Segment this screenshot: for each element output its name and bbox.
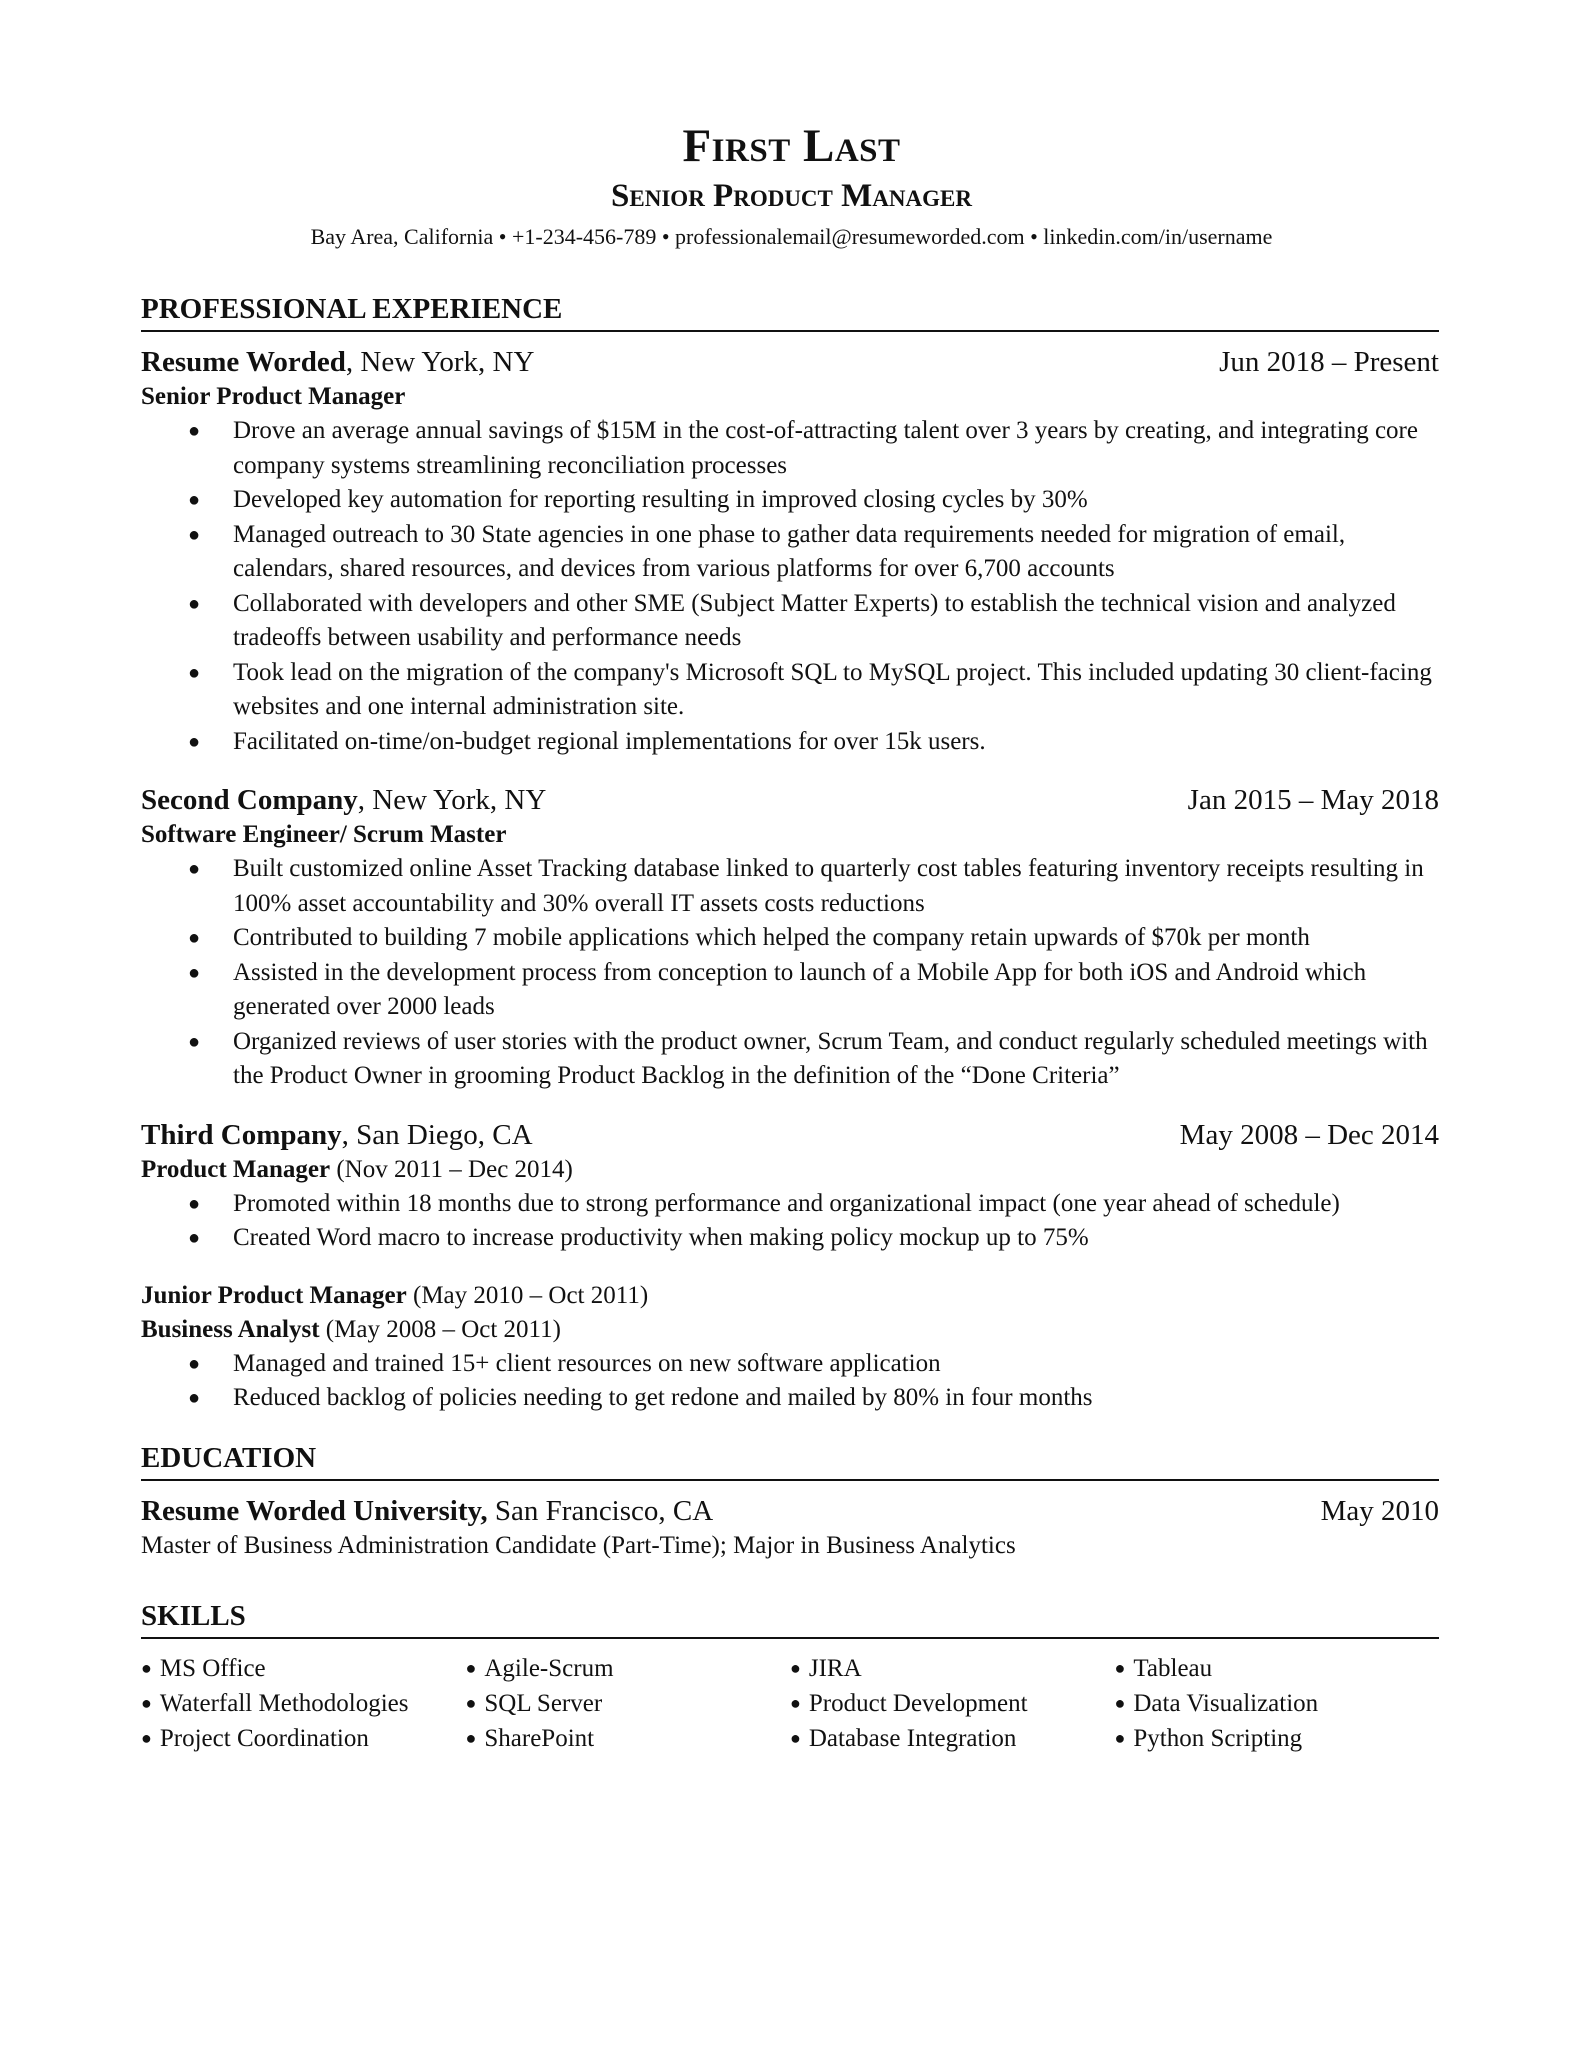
bullet-dot-icon: ● [1114, 1657, 1126, 1678]
candidate-title: Senior Product Manager [611, 178, 972, 214]
education-date: May 2010 [1320, 1494, 1439, 1527]
company-name: Third Company [141, 1118, 342, 1151]
job-entry-continued [141, 1279, 1439, 1416]
experience-section [141, 290, 1439, 1416]
bullet-dot-icon: ● [188, 592, 201, 615]
bullet-dot-icon: ● [188, 420, 201, 442]
skills-grid [141, 1651, 1439, 1756]
bullet-dot-icon: ● [141, 1692, 152, 1713]
skills-section-title: SKILLS [141, 1597, 1439, 1639]
job-entry [141, 1117, 1439, 1256]
experience-section-title: PROFESSIONAL EXPERIENCE [141, 290, 1439, 332]
bullet-dot-icon: ● [465, 1727, 477, 1748]
bullet-item: ● Reduced backlog of policies needing to get redone and mailed by 80% in four months [141, 1381, 1439, 1416]
resume-content [141, 290, 1439, 1756]
bullet-item: ● Managed and trained 15+ client resources on new software application [141, 1347, 1439, 1382]
education-section-title: EDUCATION [141, 1439, 1439, 1481]
job-role: Junior Product Manager (May 2010 – Oct 2011) [141, 1281, 649, 1309]
job-entry [141, 782, 1439, 1094]
company-name: Second Company [141, 784, 358, 816]
bullet-dot-icon: ● [188, 858, 201, 880]
skill-item: ● Agile-Scrum [465, 1654, 614, 1682]
bullet-item: ● Developed key automation for reporting resulting in improved closing cycles by 30% [141, 483, 1439, 518]
job-dates: Jun 2018 – Present [1219, 346, 1439, 378]
skill-item: ● Tableau [1114, 1654, 1213, 1682]
contact-line: Bay Area, California • +1-234-456-789 • professionalemail@resumeworded.com • linkedin.com/in/username [310, 224, 1273, 249]
bullet-item: ● Drove an average annual savings of $15M in the cost-of-attracting talent over 3 years by creating, and integrating core company systems streamlining reconciliation processes [141, 414, 1439, 483]
skill-item: ● Product Development [790, 1689, 1028, 1717]
bullet-item: ● Facilitated on-time/on-budget regional implementations for over 15k users. [141, 725, 1439, 760]
bullet-dot-icon: ● [465, 1657, 477, 1678]
skill-item: ● Data Visualization [1114, 1689, 1319, 1717]
company-location: , New York, NY [357, 784, 547, 816]
bullet-dot-icon: ● [188, 1387, 201, 1409]
bullet-item: ● Managed outreach to 30 State agencies in one phase to gather data requirements needed for migration of email, calendars, shared resources, and devices from various platforms for over 6,700 accounts [141, 518, 1439, 587]
bullet-dot-icon: ● [188, 661, 201, 684]
bullet-dot-icon: ● [188, 961, 201, 984]
degree-line: Master of Business Administration Candidate (Part-Time); Major in Business Analytics [141, 1531, 1016, 1559]
company-location: , San Diego, CA [341, 1118, 533, 1151]
bullet-dot-icon: ● [188, 1030, 201, 1053]
bullet-dot-icon: ● [188, 489, 201, 511]
bullet-item: ● Organized reviews of user stories with the product owner, Scrum Team, and conduct regularly scheduled meetings with the Product Owner in grooming Product Backlog in the definition of the “Done Criteria” [141, 1025, 1439, 1094]
job-header [141, 344, 1439, 380]
skill-item: ● Database Integration [790, 1724, 1017, 1752]
bullet-item: ● Contributed to building 7 mobile applications which helped the company retain upwards of $70k per month [141, 921, 1439, 956]
skills-column [790, 1651, 1115, 1756]
bullet-item: ● Built customized online Asset Tracking database linked to quarterly cost tables featuring inventory receipts resulting in 100% asset accountability and 30% overall IT assets costs reductions [141, 852, 1439, 921]
bullet-dot-icon: ● [1114, 1727, 1126, 1748]
skill-item: ● SharePoint [465, 1724, 595, 1752]
skills-column [466, 1651, 791, 1756]
skills-section [141, 1597, 1439, 1756]
job-bullets [141, 1347, 1439, 1416]
job-header [141, 1117, 1439, 1153]
job-dates: Jan 2015 – May 2018 [1187, 784, 1439, 816]
bullet-dot-icon: ● [790, 1727, 801, 1748]
skill-item: ● MS Office [141, 1654, 266, 1682]
education-section [141, 1439, 1439, 1563]
bullet-dot-icon: ● [465, 1692, 477, 1713]
company-name: Resume Worded [141, 346, 346, 378]
bullet-dot-icon: ● [188, 927, 201, 949]
resume-header [0, 118, 1583, 252]
education-header [141, 1493, 1439, 1529]
job-role: Product Manager (Nov 2011 – Dec 2014) [141, 1155, 573, 1183]
skills-column [1115, 1651, 1440, 1756]
school-location: San Francisco, CA [487, 1494, 714, 1527]
bullet-dot-icon: ● [790, 1657, 801, 1678]
skill-item: ● Python Scripting [1114, 1724, 1303, 1752]
school-name: Resume Worded University, [141, 1494, 488, 1527]
skills-column [141, 1651, 466, 1756]
job-role: Software Engineer/ Scrum Master [141, 821, 507, 848]
bullet-dot-icon: ● [188, 1227, 201, 1249]
bullet-dot-icon: ● [141, 1727, 152, 1748]
job-header [141, 782, 1439, 818]
skill-item: ● Waterfall Methodologies [141, 1689, 409, 1717]
skill-item: ● SQL Server [465, 1689, 603, 1717]
bullet-dot-icon: ● [188, 730, 201, 753]
job-role: Senior Product Manager [141, 383, 406, 410]
bullet-dot-icon: ● [1114, 1692, 1126, 1713]
job-bullets [141, 1187, 1439, 1256]
bullet-dot-icon: ● [188, 523, 201, 546]
bullet-dot-icon: ● [141, 1657, 152, 1678]
bullet-item: ● Took lead on the migration of the company's Microsoft SQL to MySQL project. This included updating 30 client-facing websites and one internal administration site. [141, 656, 1439, 725]
company-location: , New York, NY [345, 346, 535, 378]
bullet-item: ● Assisted in the development process from conception to launch of a Mobile App for both iOS and Android which generated over 2000 leads [141, 956, 1439, 1025]
skill-item: ● Project Coordination [141, 1724, 369, 1752]
job-bullets [141, 852, 1439, 1094]
job-role: Business Analyst (May 2008 – Oct 2011) [141, 1315, 561, 1343]
bullet-item: ● Collaborated with developers and other SME (Subject Matter Experts) to establish the technical vision and analyzed tradeoffs between usability and performance needs [141, 587, 1439, 656]
bullet-item: ● Created Word macro to increase productivity when making policy mockup up to 75% [141, 1221, 1439, 1256]
bullet-dot-icon: ● [188, 1192, 201, 1215]
job-dates: May 2008 – Dec 2014 [1179, 1118, 1439, 1151]
candidate-name: First Last [682, 120, 901, 172]
bullet-dot-icon: ● [790, 1692, 801, 1713]
job-entry [141, 344, 1439, 759]
job-bullets [141, 414, 1439, 759]
skill-item: ● JIRA [790, 1654, 862, 1682]
bullet-item: ● Promoted within 18 months due to strong performance and organizational impact (one year ahead of schedule) [141, 1187, 1439, 1222]
bullet-dot-icon: ● [188, 1352, 201, 1375]
